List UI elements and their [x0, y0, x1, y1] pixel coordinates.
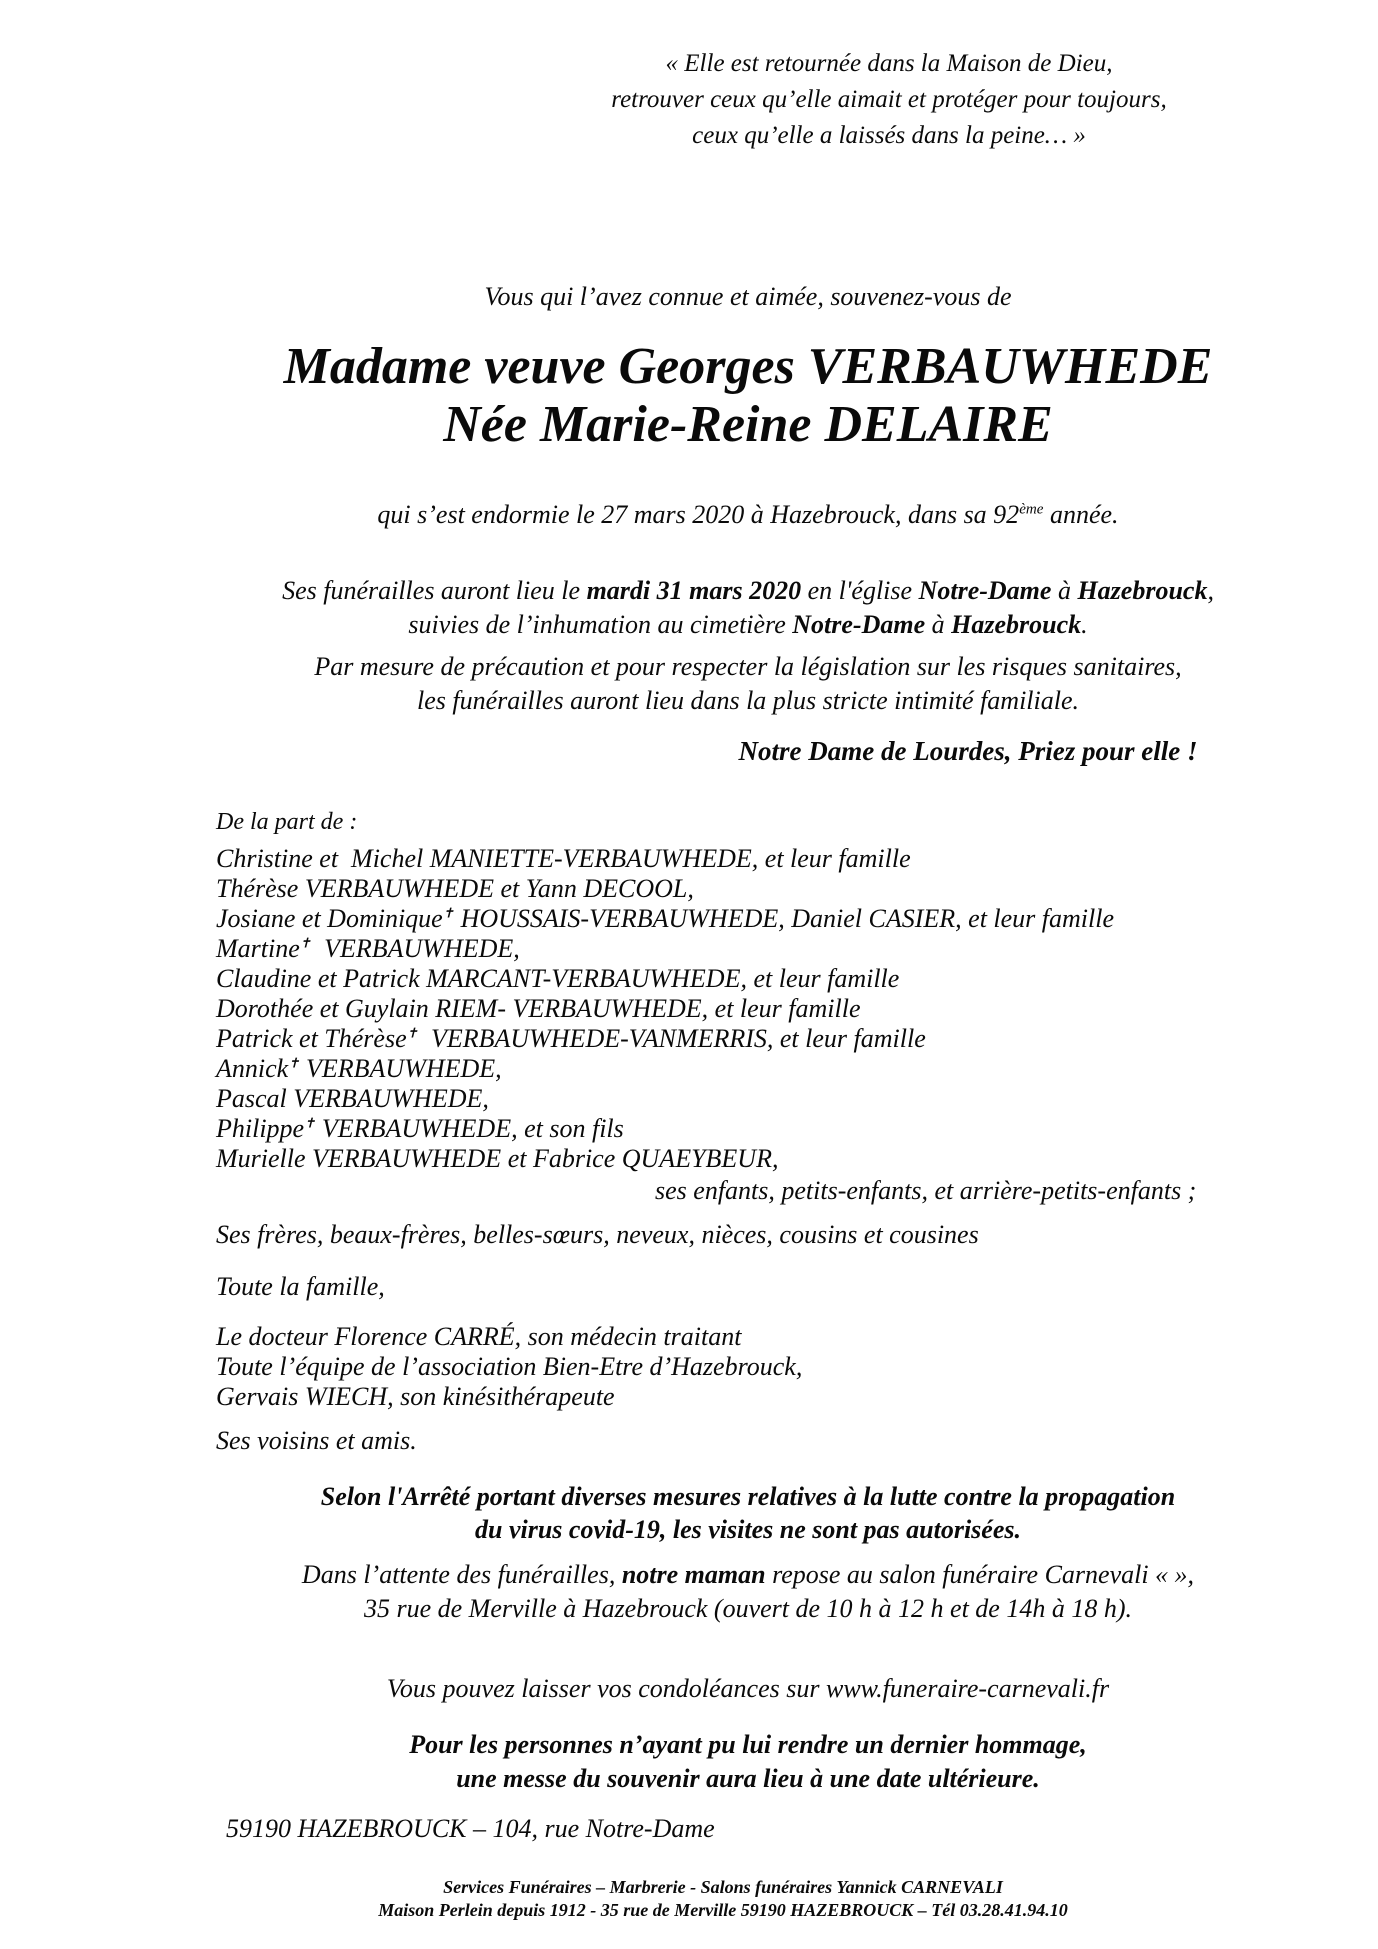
repose-info — [0, 1558, 1378, 1626]
funeral-city: Hazebrouck — [1077, 576, 1208, 605]
covid-notice — [0, 1480, 1378, 1546]
death-statement-end: année. — [1043, 500, 1119, 529]
family-member-text: Murielle VERBAUWHEDE et Fabrice QUAEYBEUR, — [216, 1144, 779, 1173]
funeral-l2-seg2: à — [925, 610, 952, 639]
cross-icon: ✝ — [299, 935, 312, 951]
family-member-text: Claudine et Patrick MARCANT-VERBAUWHEDE, et leur famille — [216, 964, 900, 993]
home-address-line: 59190 HAZEBROUCK – 104, rue Notre-Dame — [226, 1814, 715, 1843]
caregiver-line: Toute l’équipe de l’association Bien-Etre d’Hazebrouck, — [216, 1352, 803, 1381]
repose-l1-seg0: Dans l’attente des funérailles, — [301, 1560, 622, 1589]
family-member-line — [216, 1114, 1378, 1144]
caregiver-line: Le docteur Florence CARRÉ, son médecin traitant — [216, 1322, 742, 1351]
funeral-line-2 — [118, 608, 1378, 642]
cross-icon: ✝ — [288, 1055, 300, 1071]
repose-line-1 — [118, 1558, 1378, 1592]
opening-quote — [0, 0, 1378, 154]
family-member-text: HOUSSAIS-VERBAUWHEDE, Daniel CASIER, et leur famille — [454, 904, 1115, 933]
tribute-line-1: Pour les personnes n’ayant pu lui rendre un dernier hommage, — [409, 1730, 1087, 1759]
cross-icon: ✝ — [406, 1025, 418, 1041]
family-member-text: Josiane et Dominique — [216, 904, 443, 933]
family-member-line — [216, 934, 1378, 964]
quote-line-1: « Elle est retournée dans la Maison de Dieu, — [665, 50, 1113, 77]
funeral-l1-seg0: Ses funérailles auront lieu le — [282, 576, 587, 605]
family-member-text: Martine — [216, 934, 300, 963]
friends-line: Ses voisins et amis. — [216, 1426, 417, 1455]
funeral-details — [0, 574, 1378, 642]
family-member-text: Thérèse VERBAUWHEDE et Yann DECOOL, — [216, 874, 694, 903]
funeral-l1-seg2: en l'église — [801, 576, 919, 605]
family-member-line — [216, 1144, 1378, 1174]
precaution-line-1: Par mesure de précaution et pour respecter la législation sur les risques sanitaires, — [314, 652, 1182, 681]
deceased-name-line2: Née Marie-Reine DELAIRE — [443, 396, 1053, 453]
family-member-line — [216, 994, 1378, 1024]
cemetery-city: Hazebrouck — [951, 610, 1082, 639]
precaution-notice — [0, 650, 1378, 718]
family-member-line — [216, 844, 1378, 874]
funeral-line-1 — [118, 574, 1378, 608]
covid-notice-line-1: Selon l'Arrêté portant diverses mesures relatives à la lutte contre la propagation — [320, 1482, 1176, 1511]
cross-icon: ✝ — [304, 1115, 316, 1131]
children-summary-line: ses enfants, petits-enfants, et arrière-petits-enfants ; — [655, 1176, 1197, 1205]
footer-line-1: Services Funéraires – Marbrerie - Salons funéraires Yannick CARNEVALI — [443, 1877, 1003, 1897]
family-member-line — [216, 1054, 1378, 1084]
family-member-text: Christine et Michel MANIETTE-VERBAUWHEDE, et leur famille — [216, 844, 911, 873]
family-member-text: Dorothée et Guylain RIEM- VERBAUWHEDE, et leur famille — [216, 994, 861, 1023]
family-member-line — [216, 1024, 1378, 1054]
family-heading: De la part de : — [216, 809, 358, 835]
death-statement-text: qui s’est endormie le 27 mars 2020 à Hazebrouck, dans sa 92 — [377, 500, 1020, 529]
cemetery-name: Notre-Dame — [792, 610, 926, 639]
family-member-text: Pascal VERBAUWHEDE, — [216, 1084, 489, 1113]
quote-line-2: retrouver ceux qu’elle aimait et protéger pour toujours, — [611, 86, 1167, 113]
family-member-text: VERBAUWHEDE, et son fils — [315, 1114, 624, 1143]
caregiver-line: Gervais WIECH, son kinésithérapeute — [216, 1382, 615, 1411]
caregivers-list — [216, 1322, 1378, 1412]
family-member-line — [216, 904, 1378, 934]
footer-line-2: Maison Perlein depuis 1912 - 35 rue de Merville 59190 HAZEBROUCK – Tél 03.28.41.94.10 — [378, 1900, 1068, 1920]
family-member-line — [216, 1084, 1378, 1114]
relatives-line: Ses frères, beaux-frères, belles-sœurs, neveux, nièces, cousins et cousines — [216, 1220, 979, 1249]
death-statement — [0, 500, 1378, 530]
family-member-text: Annick — [216, 1054, 289, 1083]
covid-notice-line-2: du virus covid-19, les visites ne sont pas autorisées. — [474, 1515, 1021, 1544]
family-list — [216, 844, 1378, 1174]
funeral-church: Notre-Dame — [918, 576, 1052, 605]
funeral-l1-seg4: à — [1051, 576, 1078, 605]
repose-maman: notre maman — [621, 1560, 766, 1589]
family-member-text: VERBAUWHEDE, — [299, 1054, 502, 1083]
ordinal-suffix: ème — [1019, 501, 1044, 518]
family-member-text: Patrick et Thérèse — [216, 1024, 407, 1053]
deceased-name-line1: Madame veuve Georges VERBAUWHEDE — [283, 338, 1213, 395]
cross-icon: ✝ — [442, 905, 455, 921]
family-member-text: VERBAUWHEDE, — [311, 934, 520, 963]
repose-l1-seg2: repose au salon funéraire Carnevali « », — [765, 1560, 1195, 1589]
intro-line: Vous qui l’avez connue et aimée, souvenez-vous de — [484, 282, 1012, 311]
condolences-line: Vous pouvez laisser vos condoléances sur www.funeraire-carnevali.fr — [386, 1674, 1110, 1703]
deceased-name — [0, 338, 1378, 454]
quote-line-3: ceux qu’elle a laissés dans la peine… » — [692, 122, 1086, 149]
funeral-l2-seg0: suivies de l’inhumation au cimetière — [408, 610, 793, 639]
prayer-line: Notre Dame de Lourdes, Priez pour elle ! — [738, 736, 1198, 766]
precaution-line-2: les funérailles auront lieu dans la plus stricte intimité familiale. — [417, 686, 1079, 715]
memorial-mass-notice — [0, 1728, 1378, 1796]
funeral-l2-seg4: . — [1081, 610, 1088, 639]
repose-line-2: 35 rue de Merville à Hazebrouck (ouvert de 10 h à 12 h et de 14h à 18 h). — [363, 1594, 1132, 1623]
funeral-l1-seg6: , — [1207, 576, 1214, 605]
tribute-line-2: une messe du souvenir aura lieu à une date ultérieure. — [456, 1764, 1040, 1793]
family-member-line — [216, 964, 1378, 994]
family-member-line — [216, 874, 1378, 904]
family-member-text: VERBAUWHEDE-VANMERRIS, et leur famille — [417, 1024, 926, 1053]
family-member-text: Philippe — [216, 1114, 305, 1143]
funeral-date: mardi 31 mars 2020 — [586, 576, 802, 605]
whole-family-line: Toute la famille, — [216, 1272, 385, 1301]
funeral-home-footer — [0, 1876, 1378, 1922]
